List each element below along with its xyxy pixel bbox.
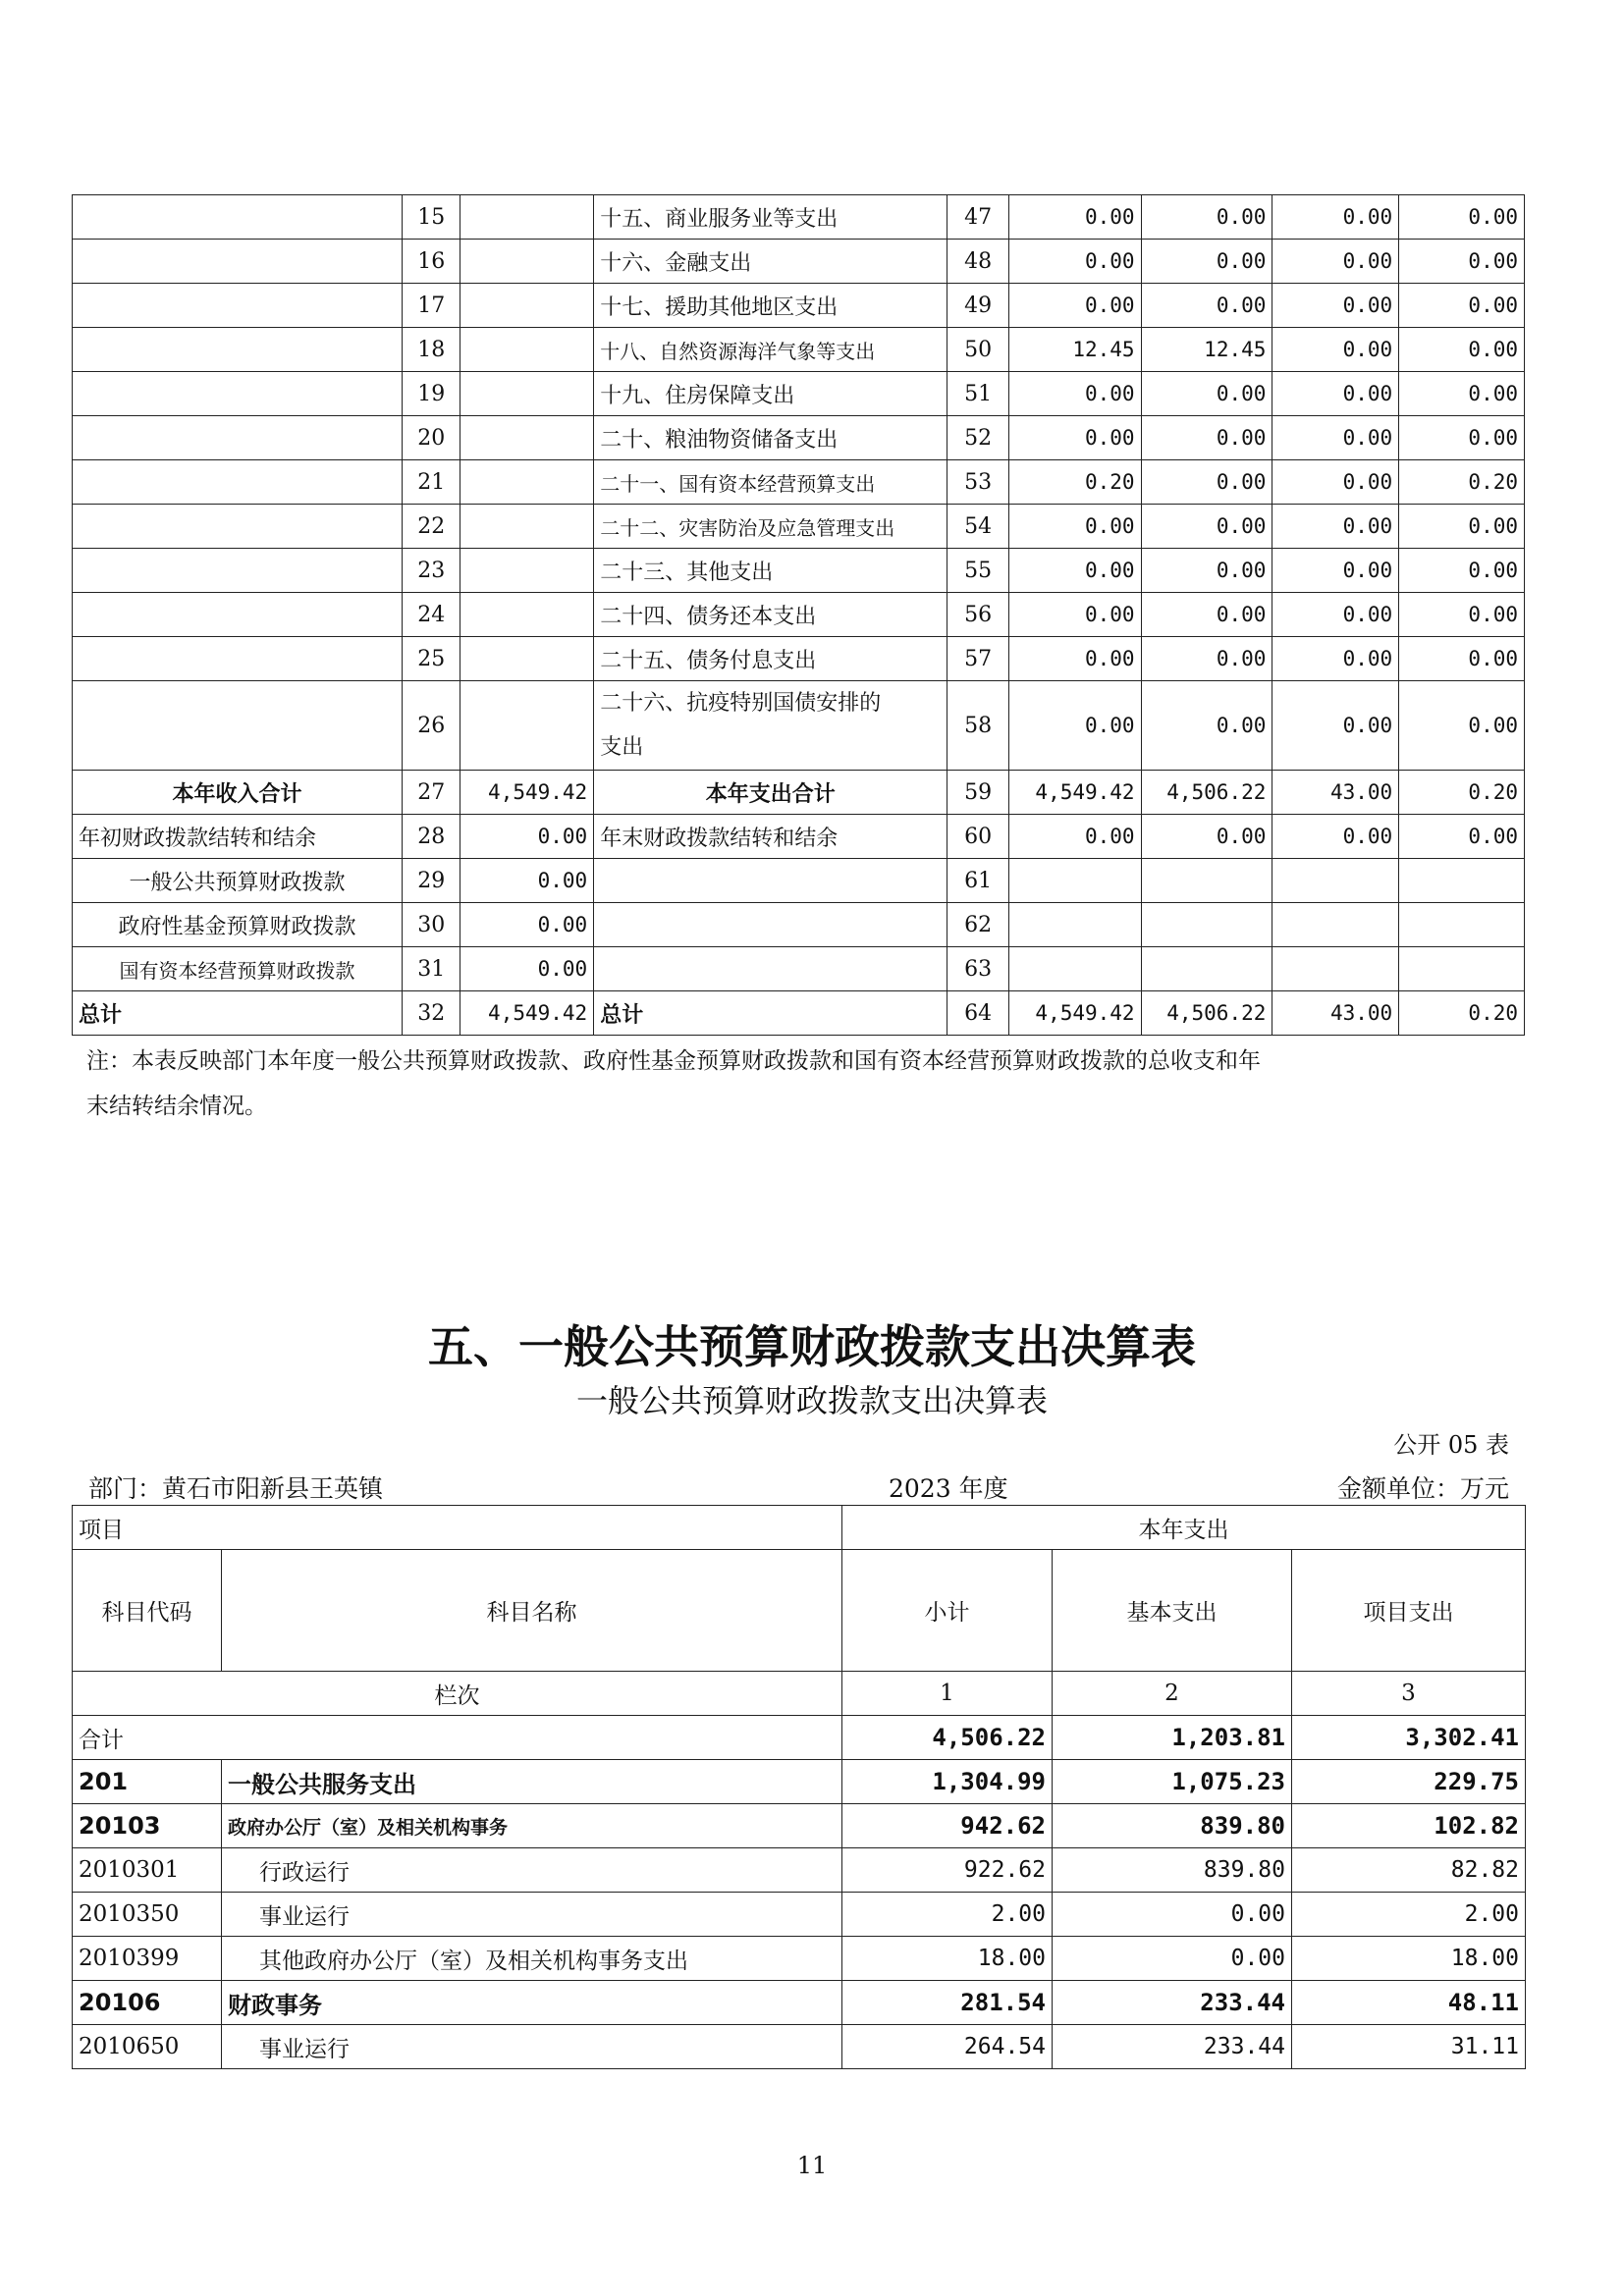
table-row: 26 二十六、抗疫特别国债安排的 支出 58 0.00 0.00 0.00 0.00	[73, 681, 1525, 771]
column-number-row: 栏次 1 2 3	[73, 1672, 1526, 1716]
total-row: 合计 4,506.22 1,203.81 3,302.41	[73, 1716, 1526, 1760]
table-row: 2010350 事业运行 2.00 0.00 2.00	[73, 1893, 1526, 1937]
table-row: 17 十七、援助其他地区支出 49 0.00 0.00 0.00 0.00	[73, 284, 1525, 328]
table-row: 23 二十三、其他支出 55 0.00 0.00 0.00 0.00	[73, 549, 1525, 593]
header-row: 科目代码 科目名称 小计 基本支出 项目支出	[73, 1550, 1526, 1672]
income-total-row: 本年收入合计 27 4,549.42 本年支出合计 59 4,549.42 4,506.22 43.00 0.20	[73, 771, 1525, 815]
table-row: 20103 政府办公厅（室）及相关机构事务 942.62 839.80 102.82	[73, 1804, 1526, 1848]
department: 部门：黄石市阳新县王英镇	[88, 1474, 384, 1503]
table-row: 2010650 事业运行 264.54 233.44 31.11	[73, 2025, 1526, 2069]
table-row: 15 十五、商业服务业等支出 47 0.00 0.00 0.00 0.00	[73, 195, 1525, 240]
carry-state-row: 国有资本经营预算财政拨款 31 0.00 63	[73, 947, 1525, 991]
table-row: 24 二十四、债务还本支出 56 0.00 0.00 0.00 0.00	[73, 593, 1525, 637]
table-row: 16 十六、金融支出 48 0.00 0.00 0.00 0.00	[73, 240, 1525, 284]
section-title: 五、一般公共预算财政拨款支出决算表	[428, 1320, 1196, 1373]
table-note	[86, 1039, 1481, 1129]
table-subtitle: 一般公共预算财政拨款支出决算表	[575, 1382, 1048, 1419]
table-row: 201 一般公共服务支出 1,304.99 1,075.23 229.75	[73, 1760, 1526, 1804]
table-row: 2010399 其他政府办公厅（室）及相关机构事务支出 18.00 0.00 18.00	[73, 1937, 1526, 1981]
page-number: 11	[796, 2152, 828, 2179]
revenue-expenditure-table	[72, 194, 1525, 1036]
fiscal-year: 2023 年度	[889, 1474, 1008, 1503]
table-row: 19 十九、住房保障支出 51 0.00 0.00 0.00 0.00	[73, 372, 1525, 416]
carry-fund-row: 政府性基金预算财政拨款 30 0.00 62	[73, 903, 1525, 947]
header-row: 项目 本年支出	[73, 1506, 1526, 1550]
table-row: 22 二十二、灾害防治及应急管理支出 54 0.00 0.00 0.00 0.00	[73, 505, 1525, 549]
carry-general-row: 一般公共预算财政拨款 29 0.00 61	[73, 859, 1525, 903]
row26-name: 二十六、抗疫特别国债安排的 支出	[594, 681, 947, 771]
table-row: 18 十八、自然资源海洋气象等支出 50 12.45 12.45 0.00 0.00	[73, 328, 1525, 372]
table-row: 21 二十一、国有资本经营预算支出 53 0.20 0.00 0.00 0.20	[73, 460, 1525, 505]
grand-total-row: 总计 32 4,549.42 总计 64 4,549.42 4,506.22 43.00 0.20	[73, 991, 1525, 1036]
note-line-2: 末结转结余情况。	[86, 1094, 267, 1119]
note-line-1: 注：本表反映部门本年度一般公共预算财政拨款、政府性基金预算财政拨款和国有资本经营预算财政拨款的总收支和年	[86, 1048, 1261, 1074]
table-row: 20 二十、粮油物资储备支出 52 0.00 0.00 0.00 0.00	[73, 416, 1525, 460]
expenditure-table	[72, 1505, 1526, 2069]
table-row: 25 二十五、债务付息支出 57 0.00 0.00 0.00 0.00	[73, 637, 1525, 681]
table-row: 20106 财政事务 281.54 233.44 48.11	[73, 1981, 1526, 2025]
amount-unit: 金额单位：万元	[1336, 1474, 1509, 1503]
table-row: 2010301 行政运行 922.62 839.80 82.82	[73, 1848, 1526, 1893]
table-code: 公开 05 表	[1393, 1431, 1509, 1459]
carry-row: 年初财政拨款结转和结余 28 0.00 年末财政拨款结转和结余 60 0.00 0.00 0.00 0.00	[73, 815, 1525, 859]
